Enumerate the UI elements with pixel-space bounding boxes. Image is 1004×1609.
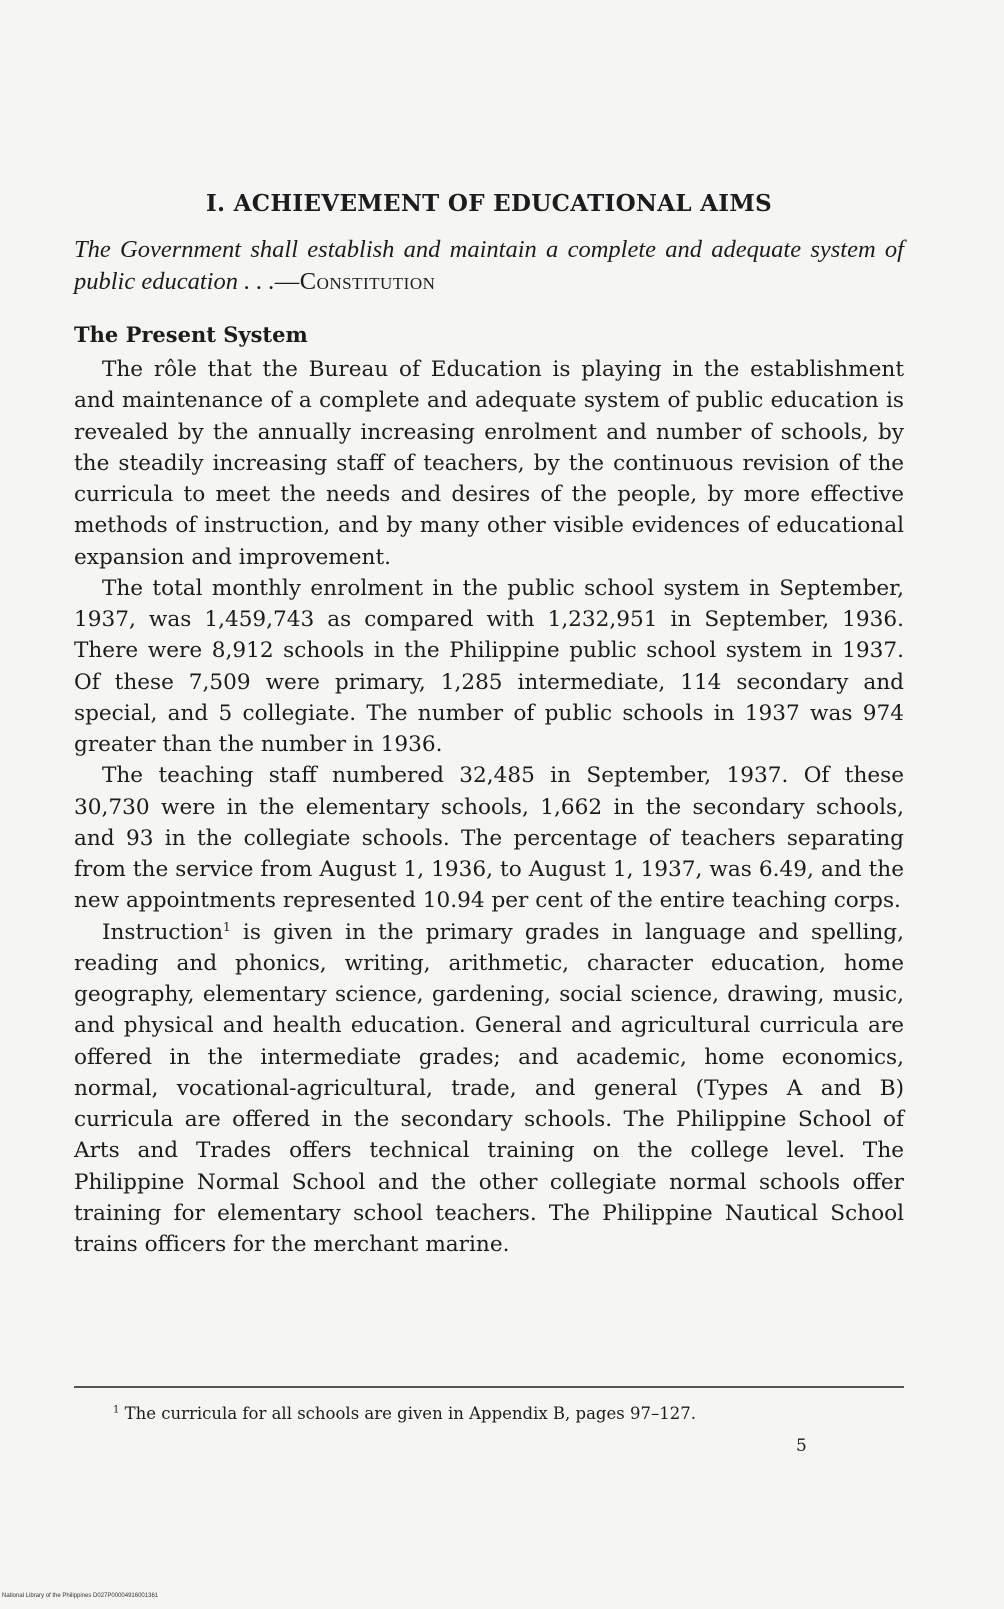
paragraph-teaching-staff: The teaching staff numbered 32,485 in September, 1937. Of these 30,730 were in the elementary schools, 1,662 in the secondary schools, and 93 in the collegiate schools. The percentage of teachers separating from the service from August 1, 1936, to August 1, 1937, was 6.49, and the new appointments represented 10.94 per cent of the entire teaching corps. — [74, 763, 904, 914]
instruction-text: is given in the primary grades in language and spelling, reading and phonics, writing, arithmetic, character education, home geography, elementary science, gardening, social science, drawing, music, and physical and health education. General and agricultural curricula are offered in the intermediate grades; and academic, home economics, normal, vocational-agricultural, trade, and general (Types A and B) curricula are offered in the secondary schools. The Philippine School of Arts and Trades offers technical training on the college level. The Philippine Normal School and the other collegiate normal schools offer training for elementary school teachers. The Philippine Nautical School trains officers for the merchant marine. — [74, 919, 904, 1257]
epigraph-quote: The Government shall establish and maintain a complete and adequate system of public education . . . — [74, 236, 904, 295]
epigraph — [74, 234, 904, 298]
section-heading: The Present System — [74, 322, 308, 347]
footnote-divider — [74, 1386, 904, 1388]
chapter-title: I. ACHIEVEMENT OF EDUCATIONAL AIMS — [205, 190, 773, 217]
epigraph-source: —Constitution — [274, 268, 436, 295]
footnote-text: The curricula for all schools are given in Appendix B, pages 97–127. — [119, 1404, 696, 1423]
paragraph-enrolment: The total monthly enrolment in the public school system in September, 1937, was 1,459,743 as compared with 1,232,951 in September, 1936. There were 8,912 schools in the Philippine public school system in 1937. Of these 7,509 were primary, 1,285 intermediate, 114 secondary and special, and 5 collegiate. The number of public schools in 1937 was 974 greater than the number in 1936. — [74, 575, 904, 757]
footnote-reference: 1 — [223, 919, 231, 934]
footnote-mark: 1 — [113, 1404, 120, 1416]
paragraph-role-of-bureau: The rôle that the Bureau of Education is playing in the establishment and maintenance of a complete and adequate system of public education is revealed by the annually increasing enrolment and number of schools, by the steadily increasing staff of teachers, by the continuous revision of the curricula to meet the needs and desires of the people, by more effective methods of instruction, and by many other visible evidences of educational expansion and improvement. — [74, 357, 904, 570]
footnote — [113, 1404, 696, 1424]
paragraph-instruction — [74, 917, 904, 1261]
page-number: 5 — [796, 1436, 807, 1456]
body-text — [74, 354, 904, 1260]
instruction-lead: Instruction — [102, 919, 224, 945]
scan-credit: National Library of the Philippines D027P00004916001361 — [2, 1593, 159, 1599]
